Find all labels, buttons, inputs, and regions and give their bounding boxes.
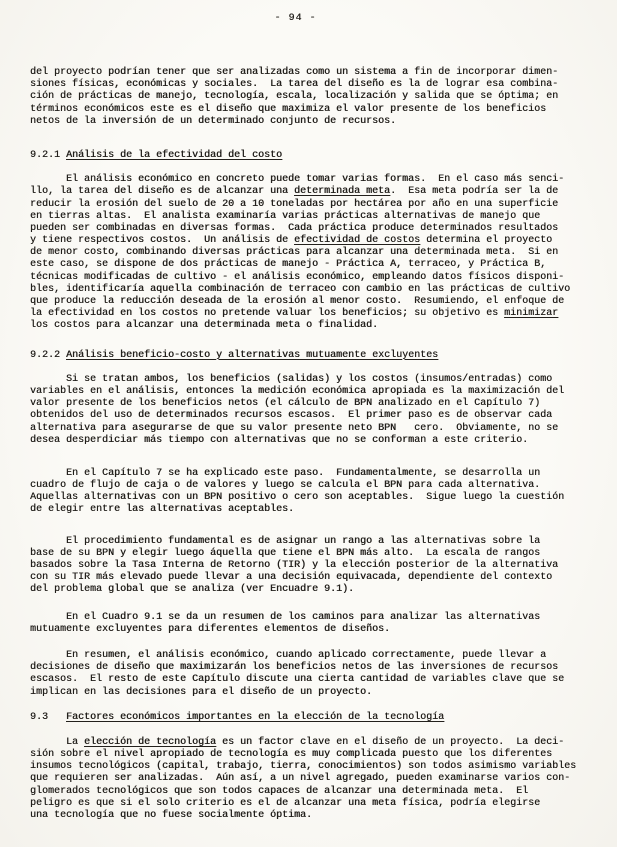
text-segment: glomerados tecnológicos que son todos capaces de alcanzar una determinada meta. El bbox=[30, 785, 529, 797]
text-line bbox=[30, 199, 607, 211]
text-segment: que requieren ser analizadas. Aún así, a un nivel agregado, pueden examinarse varios con- bbox=[30, 773, 571, 785]
underlined-text-segment: elección de tecnología bbox=[84, 736, 217, 748]
text-line bbox=[30, 223, 607, 235]
text-segment: desea desperdiciar más tiempo con alternativas que no se conforman a este criterio. bbox=[30, 434, 529, 446]
heading-9-3 bbox=[30, 712, 607, 724]
text-line bbox=[30, 650, 607, 662]
text-line bbox=[30, 423, 607, 435]
text-line bbox=[30, 687, 607, 699]
text-segment: decisiones de diseño que maximizarán los beneficios netos de las inversiones de recursos bbox=[30, 662, 559, 674]
text-line bbox=[30, 786, 607, 798]
text-line bbox=[30, 398, 607, 410]
text-line bbox=[30, 504, 607, 516]
text-segment: siones físicas, económicas y sociales. La tarea del diseño es la de lograr esa combina- bbox=[30, 79, 559, 91]
text-line bbox=[30, 104, 607, 116]
text-line bbox=[30, 584, 607, 596]
text-line bbox=[30, 174, 607, 186]
text-line bbox=[30, 67, 607, 79]
text-segment: Si se tratan ambos, los beneficios (salidas) y los costos (insumos/entradas) como bbox=[30, 373, 553, 385]
text-line bbox=[30, 79, 607, 91]
text-segment: peligro es que si el solo criterio es el de alcanzar una meta física, podría elegirse bbox=[30, 797, 541, 809]
text-line bbox=[30, 536, 607, 548]
text-segment: de menor costo, combinando diversas prácticas para alcanzar una determinada meta. Si en bbox=[30, 247, 559, 259]
text-line bbox=[30, 91, 607, 103]
heading-9-2-1 bbox=[30, 150, 607, 162]
text-segment: basados sobre la Tasa Interna de Retorno (TIR) y la elección posterior de la alternativa bbox=[30, 560, 559, 571]
paragraph-bc-1 bbox=[30, 374, 607, 447]
text-line bbox=[30, 560, 607, 572]
text-line bbox=[30, 773, 607, 785]
text-segment: 9.2.1 bbox=[30, 149, 67, 161]
text-segment: es un factor clave en el diseño de un proyecto. La deci- bbox=[216, 736, 565, 748]
text-segment: sión sobre el nivel apropiado de tecnología es muy complicada puesto que los diferentes bbox=[30, 749, 553, 761]
text-segment: de elegir entre las alternativas aceptables. bbox=[30, 504, 295, 516]
underlined-text-segment: minimizar bbox=[504, 308, 559, 320]
text-line bbox=[30, 116, 607, 128]
text-segment: 9.3 bbox=[30, 711, 67, 723]
text-segment: del problema global que se analiza (ver Encuadre 9.1). bbox=[30, 584, 355, 596]
text-line bbox=[30, 247, 607, 259]
text-segment: En el Capítulo 7 se ha explicado este paso. Fundamentalmente, se desarrolla un bbox=[30, 467, 541, 479]
text-segment: del proyecto podrían tener que ser analizadas como un sistema a fin de incorporar dimen- bbox=[30, 67, 559, 78]
text-line bbox=[30, 259, 607, 271]
text-line bbox=[30, 150, 607, 162]
text-line bbox=[30, 492, 607, 504]
text-segment: 9.2.2 bbox=[30, 349, 67, 361]
text-segment: insumos tecnológicos (capital, trabajo, tierra, conocimientos) son todos asimismo variables bbox=[30, 761, 577, 773]
text-line bbox=[30, 674, 607, 686]
text-line bbox=[30, 480, 607, 492]
text-segment: mutuamente excluyentes para diferentes elementos de diseños. bbox=[30, 623, 391, 635]
text-line bbox=[30, 350, 607, 362]
paragraph-cost bbox=[30, 174, 607, 332]
text-segment: pueden ser combinadas en diversas formas. Cada práctica produce determinados resultados bbox=[30, 222, 559, 234]
text-line bbox=[30, 308, 607, 320]
text-segment: una tecnología que no fuese socialmente óptima. bbox=[30, 810, 313, 821]
document-content bbox=[30, 67, 607, 822]
text-line bbox=[30, 186, 607, 198]
paragraph-bc-5 bbox=[30, 650, 607, 699]
heading-9-2-2 bbox=[30, 350, 607, 362]
underlined-text-segment: Análisis beneficio-costo y alternativas mutuamente excluyentes bbox=[66, 349, 439, 361]
text-segment: cuadro de flujo de caja o de valores y luego se calcula el BPN para cada alternativa. bbox=[30, 480, 541, 492]
underlined-text-segment: efectividad de costos bbox=[294, 235, 421, 247]
underlined-text-segment: Análisis de la efectividad del costo bbox=[66, 149, 283, 161]
text-segment: alternativa para asegurarse de que su valor presente neto BPN cero. Obviamente, no se bbox=[30, 422, 559, 434]
text-line bbox=[30, 749, 607, 761]
text-line bbox=[30, 612, 607, 624]
text-segment: base de su BPN y elegir luego áquella que tiene el BPN más alto. La escala de rangos bbox=[30, 547, 541, 559]
text-line bbox=[30, 737, 607, 749]
text-line bbox=[30, 435, 607, 447]
text-line bbox=[30, 410, 607, 422]
text-line bbox=[30, 320, 607, 332]
paragraph-bc-4 bbox=[30, 612, 607, 636]
text-line bbox=[30, 798, 607, 810]
text-segment: este caso, se dispone de dos prácticas de manejo - Práctica A, terraceo, y Práctica B, bbox=[30, 259, 547, 271]
text-segment: llo, la tarea del diseño es de alcanzar una bbox=[30, 186, 295, 198]
underlined-text-segment: Factores económicos importantes en la elección de la tecnología bbox=[66, 711, 445, 723]
paragraph-intro bbox=[30, 67, 607, 128]
text-segment: con su TIR más elevado puede llevar a una decisión equivacada, dependiente del contexto bbox=[30, 572, 553, 584]
text-segment: reducir la erosión del suelo de 20 a 10 toneladas por hectárea por año en una superficie bbox=[30, 198, 559, 210]
text-line bbox=[30, 211, 607, 223]
page-number: - 94 - bbox=[274, 13, 317, 24]
text-segment: la efectividad en los costos no pretende valuar los beneficios; su objetivo es bbox=[30, 308, 505, 320]
text-segment: que produce la reducción deseada de la erosión al menor costo. Resumiendo, el enfoque de bbox=[30, 296, 565, 307]
text-line bbox=[30, 761, 607, 773]
text-line bbox=[30, 235, 607, 247]
text-line bbox=[30, 548, 607, 560]
text-line bbox=[30, 624, 607, 636]
text-line bbox=[30, 810, 607, 822]
text-segment: En el Cuadro 9.1 se da un resumen de los caminos para analizar las alternativas bbox=[30, 611, 541, 623]
text-segment: En resumen, el análisis económico, cuando aplicado correctamente, puede llevar a bbox=[30, 649, 547, 661]
text-line bbox=[30, 712, 607, 724]
text-segment: ción de prácticas de manejo, tecnología, escala, localización y salida que se óptima; en bbox=[30, 91, 559, 103]
text-segment: netos de la inversión de un determinado conjunto de recursos. bbox=[30, 115, 397, 127]
text-line bbox=[30, 662, 607, 674]
text-segment: escasos. El resto de este Capítulo discute una cierta cantidad de variables clave que se bbox=[30, 674, 565, 686]
text-line bbox=[30, 572, 607, 584]
text-segment: obtenidos del uso de determinados recursos escasos. El primer paso es de observar cada bbox=[30, 410, 553, 422]
text-segment: términos económicos este es el diseño que maximiza el valor presente de los beneficios bbox=[30, 103, 547, 115]
paragraph-bc-2 bbox=[30, 468, 607, 517]
text-line bbox=[30, 284, 607, 296]
text-segment: determina el proyecto bbox=[420, 235, 553, 247]
text-segment: variables en el análisis, entonces la medición económica apropiada es la maximización del bbox=[30, 385, 565, 397]
text-segment: y tiene respectivos costos. Un análisis de bbox=[30, 235, 295, 247]
text-line bbox=[30, 468, 607, 480]
text-line bbox=[30, 386, 607, 398]
text-segment: en tierras altas. El analista examinaría varias prácticas alternativas de manejo que bbox=[30, 210, 541, 222]
text-segment: . Esa meta podría ser la de bbox=[390, 186, 559, 198]
text-line bbox=[30, 374, 607, 386]
underlined-text-segment: determinada meta bbox=[294, 186, 391, 198]
text-segment: El procedimiento fundamental es de asignar un rango a las alternativas sobre la bbox=[30, 535, 541, 547]
text-segment: técnicas modificadas de cultivo - el análisis económico, empleando datos físicos disponi- bbox=[30, 271, 565, 283]
text-segment: bles, identificaría aquella combinación de terraceo con cambio en las prácticas de cultivo bbox=[30, 283, 571, 295]
text-line bbox=[30, 296, 607, 308]
text-segment: valor presente de los beneficios netos (el cálculo de BPN analizado en el Capítulo 7) bbox=[30, 398, 541, 410]
text-line bbox=[30, 272, 607, 284]
text-segment: implican en las decisiones para el diseño de un proyecto. bbox=[30, 686, 373, 698]
text-segment: La bbox=[30, 736, 85, 748]
text-segment: los costos para alcanzar una determinada meta o finalidad. bbox=[30, 320, 379, 332]
paragraph-bc-3 bbox=[30, 536, 607, 597]
paragraph-tech bbox=[30, 737, 607, 822]
text-segment: El análisis económico en concreto puede tomar varias formas. En el caso más senci- bbox=[30, 174, 565, 186]
text-segment: Aquellas alternativas con un BPN positivo o cero son aceptables. Sigue luego la cuestión bbox=[30, 492, 565, 504]
